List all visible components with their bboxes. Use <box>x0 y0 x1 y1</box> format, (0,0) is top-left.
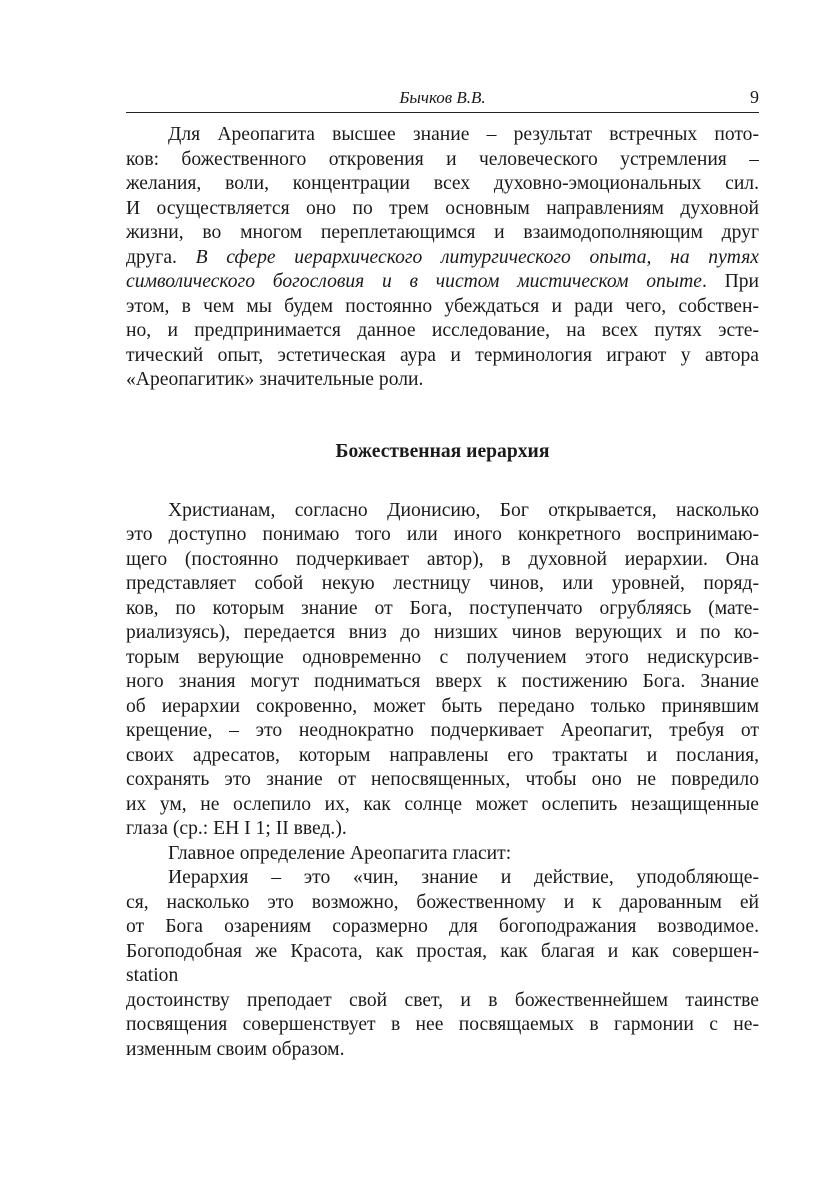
text-line: сохранять это знание от непосвященных, чтобы оно не повредило <box>126 769 759 790</box>
text-line: риализуясь), передается вниз до низших чинов верующих и по ко- <box>126 622 759 643</box>
text-line: изменным своим образом. <box>126 1038 345 1060</box>
text-line: желания, воли, концентрации всех духовно-эмоциональных сил. <box>126 173 759 194</box>
text-line: крещение, – это неоднократно подчеркивает Ареопагит, требуя от <box>126 720 759 741</box>
text-line: Главное определение Ареопагита гласит: <box>168 842 512 864</box>
text-line: Иерархия – это «чин, знание и действие, уподобляюще- <box>168 867 759 888</box>
text-line: от Бога озарениям соразмерно для богоподражания возводимое. <box>126 916 759 937</box>
text-line: представляет собой некую лестницу чинов, или уровней, поряд- <box>126 573 759 594</box>
text-line: station <box>126 965 179 986</box>
text-line: ков, по которым знание от Бога, поступенчато огрубляясь (мате- <box>126 597 759 619</box>
text-fragment: . При <box>701 271 759 292</box>
paragraph-2 <box>126 499 759 842</box>
italic-fragment: В сфере иерархического литургического опыта, на путях <box>195 246 759 268</box>
paragraph-3 <box>126 842 759 867</box>
text-line: «Ареопагитик» значительные роли. <box>126 369 424 390</box>
text-line: их ум, не ослепило их, как солнце может ослепить незащищенные <box>126 793 759 815</box>
text-line: Христианам, согласно Дионисию, Бог открывается, насколько <box>168 499 759 521</box>
text-line: но, и предпринимается данное исследование, на всех путях эсте- <box>126 320 759 341</box>
text-line: Богоподобная же Красота, как простая, как благая и как совершен- <box>126 940 759 962</box>
text-line: тический опыт, эстетическая аура и терминология играют у автора <box>126 344 759 366</box>
text-line: этом, в чем мы будем постоянно убеждаться и ради чего, собствен- <box>126 295 759 317</box>
text-line: Для Ареопагита высшее знание – результат встречных пото- <box>168 124 759 145</box>
paragraph-1 <box>126 113 759 393</box>
text-line: ся, насколько это возможно, божественному и к дарованным ей <box>126 891 759 913</box>
text-line: своих адресатов, которым направлены его трактаты и послания, <box>126 744 759 766</box>
text-line: ного знания могут подниматься вверх к постижению Бога. Знание <box>126 671 759 692</box>
text-line: это доступно понимаю того или иного конкретного воспринимаю- <box>126 524 759 545</box>
paragraph-4 <box>126 866 759 1062</box>
text-line: И осуществляется оно по трем основным направлениям духовной <box>126 197 759 219</box>
text-line: глаза (ср.: ЕН I 1; II введ.). <box>126 818 347 839</box>
section-heading: Божественная иерархия <box>335 440 550 462</box>
text-line: щего (постоянно подчеркивает автор), в духовной иерархии. Она <box>126 548 759 570</box>
text-line <box>126 246 759 271</box>
text-line: достоинству преподает свой свет, и в божественнейшем таинстве <box>126 989 759 1011</box>
text-line: об иерархии сокровенно, может быть передано только принявшим <box>126 695 759 717</box>
running-header <box>126 84 759 112</box>
text-fragment: друга. <box>126 246 196 268</box>
running-head-author: Бычков В.В. <box>399 88 486 107</box>
main-text <box>126 113 759 1062</box>
book-page <box>126 84 759 1062</box>
text-line <box>126 270 759 295</box>
text-line: жизни, во многом переплетающимся и взаимодополняющим друг <box>126 222 759 243</box>
text-line: посвящения совершенствует в нее посвящаемых в гармонии с не- <box>126 1014 759 1035</box>
page-number: 9 <box>750 87 759 107</box>
italic-fragment: символического богословия и в чистом мистическом опыте <box>126 271 702 292</box>
text-line: ков: божественного откровения и человеческого устремления – <box>126 148 759 170</box>
text-line: торым верующие одновременно с получением этого недискурсив- <box>126 646 759 668</box>
